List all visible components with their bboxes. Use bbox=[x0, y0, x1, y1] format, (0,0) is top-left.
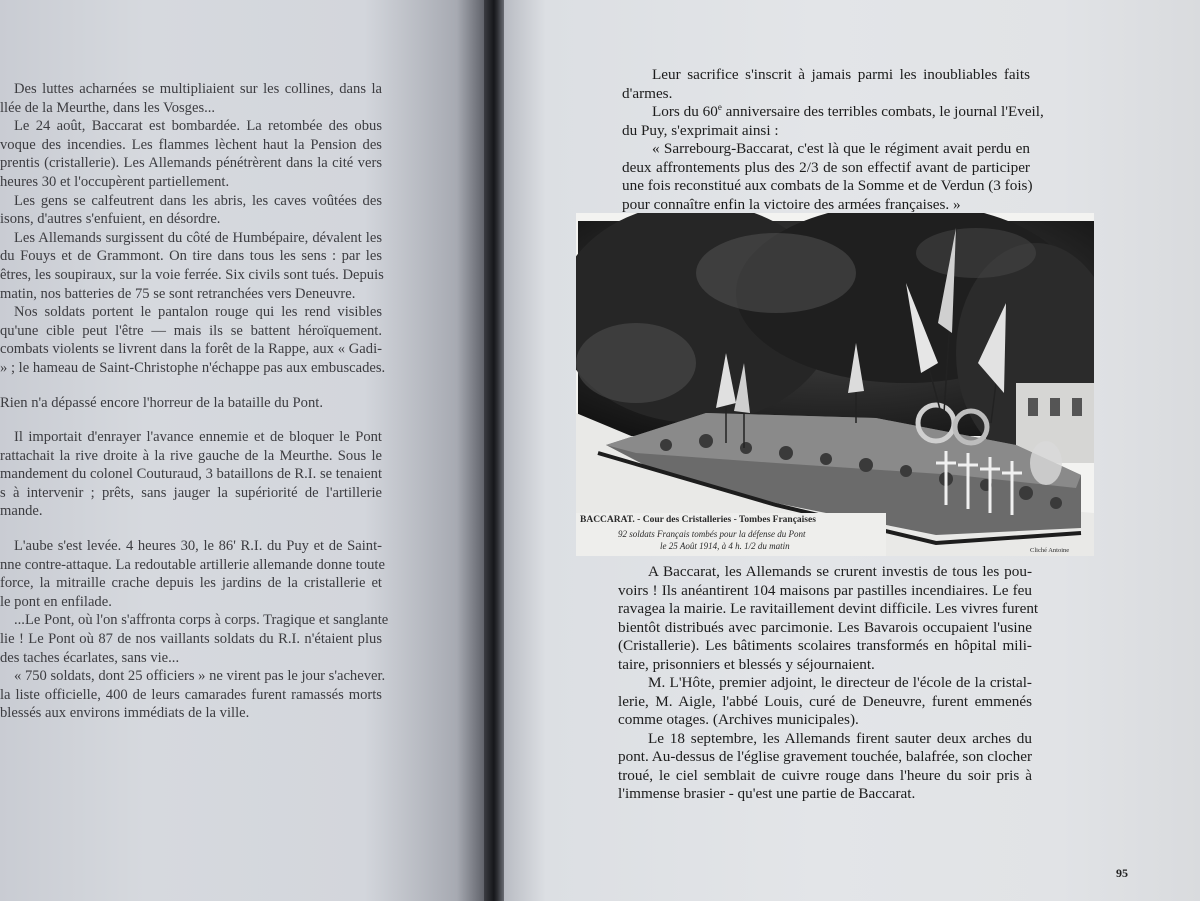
text-line: Rien n'a dépassé encore l'horreur de la bataille du Pont. bbox=[0, 394, 323, 411]
text-line: (Cristallerie). Les bâtiments scolaires transformés en hôpital mili- bbox=[618, 637, 1032, 654]
left-page-text bbox=[0, 80, 389, 723]
text-line: A Baccarat, les Allemands se crurent investis de tous les pou- bbox=[648, 563, 1032, 580]
text-line: force, la mitraille crache depuis les jardins de la cristallerie et bbox=[0, 575, 382, 592]
page-number: 95 bbox=[1116, 866, 1128, 880]
text-line: êtres, les soupiraux, sur la voie ferrée. Six civils sont tués. Depuis bbox=[0, 266, 384, 283]
cemetery-photograph bbox=[576, 213, 1094, 556]
photo-illustration bbox=[576, 213, 1094, 556]
photo-caption-line1: BACCARAT. - Cour des Cristalleries - Tombes Françaises bbox=[580, 515, 816, 525]
text-line: la liste officielle, 400 de leurs camarades furent ramassés morts bbox=[0, 686, 382, 703]
text-line: pont. Au-dessus de l'église gravement touchée, balafrée, son clocher bbox=[618, 748, 1032, 765]
text-line: voque des incendies. Les flammes lèchent haut la Pension des bbox=[0, 136, 382, 153]
paragraph-gap bbox=[0, 412, 382, 428]
text-line: troué, le ciel semblait de cuivre rouge dans l'heure du soir pris à bbox=[618, 766, 1032, 784]
text-line: Le 24 août, Baccarat est bombardée. La retombée des obus bbox=[14, 118, 382, 135]
text-line: nne contre-attaque. La redoutable artillerie allemande donne toute bbox=[0, 556, 385, 573]
text-line: le pont en enfilade. bbox=[0, 593, 112, 610]
photo-credit: Cliché Antoine bbox=[1030, 547, 1070, 554]
text-line: mande. bbox=[0, 503, 43, 520]
text-line: lie ! Le Pont où 87 de nos vaillants soldats du R.I. n'étaient plus bbox=[0, 631, 382, 648]
text-line: une fois reconstitué aux combats de la Somme et de Verdun (3 fois) bbox=[622, 177, 1033, 194]
text-line: s à intervenir ; prêts, sans jauger la supériorité de l'artillerie bbox=[0, 484, 382, 501]
text-line: » ; le hameau de Saint-Christophe n'échappe pas aux embuscades. bbox=[0, 359, 386, 376]
text-line: bientôt distribués avec parcimonie. Les Bavarois occupaient l'usine bbox=[618, 618, 1032, 636]
text-line: ravagea la mairie. Le ravitaillement devint difficile. Les vivres furent bbox=[618, 600, 1039, 617]
left-page bbox=[0, 0, 486, 901]
text-line: blessés aux environs immédiats de la ville. bbox=[0, 705, 250, 722]
text-line: M. L'Hôte, premier adjoint, le directeur de l'école de la cristal- bbox=[648, 674, 1032, 691]
paragraph-gap bbox=[0, 378, 382, 394]
text-line: « 750 soldats, dont 25 officiers » ne virent pas le jour s'achever. bbox=[14, 668, 386, 685]
text-line: heures 30 et l'occupèrent partiellement. bbox=[0, 173, 230, 190]
text-line: Le 18 septembre, les Allemands firent sauter deux arches du bbox=[648, 729, 1032, 747]
text-line: pour connaître enfin la victoire des armées françaises. » bbox=[622, 195, 961, 213]
text-line: combats violents se livrent dans la forêt de la Rappe, aux « Gadi- bbox=[0, 341, 382, 358]
text-line: mandement du colonel Couturaud, 3 bataillons de R.I. se tenaient bbox=[0, 466, 382, 483]
text-line: llée de la Meurthe, dans les Vosges... bbox=[0, 99, 216, 116]
text-line: comme otages. (Archives municipales). bbox=[618, 711, 859, 728]
text-line: prentis (cristallerie). Les Allemands pénétrèrent dans la cité vers bbox=[0, 155, 382, 172]
photo-caption-line2: 92 soldats Français tombés pour la défense du Pont bbox=[618, 529, 806, 539]
text-line: matin, nos batteries de 75 se sont retranchées vers Deneuvre. bbox=[0, 285, 356, 302]
text-line: Leur sacrifice s'inscrit à jamais parmi les inoubliables faits bbox=[652, 66, 1030, 83]
text-line: rattachait la rive droite à la rive gauche de la Meurthe. Sous le bbox=[0, 447, 382, 464]
right-page bbox=[504, 0, 1200, 901]
text-line: d'armes. bbox=[622, 84, 673, 102]
text-line: isons, d'autres s'enfuient, en désordre. bbox=[0, 211, 221, 228]
text-line: ...Le Pont, où l'on s'affronta corps à corps. Tragique et sanglante bbox=[14, 612, 389, 629]
text-line: l'immense brasier - qu'est une partie de Baccarat. bbox=[618, 785, 916, 802]
text-line: taire, prisonniers et blessés y séjournaient. bbox=[618, 655, 875, 673]
text-line: L'aube s'est levée. 4 heures 30, le 86' R.I. du Puy et de Saint- bbox=[14, 538, 382, 555]
text-line: voirs ! Ils anéantirent 104 maisons par pastilles incendiaires. Le feu bbox=[618, 581, 1032, 599]
right-page-bottom-text bbox=[618, 563, 1039, 804]
text-line: deux affrontements plus des 2/3 de son effectif avant de participer bbox=[622, 158, 1030, 176]
text-line: Nos soldats portent le pantalon rouge qui les rend visibles bbox=[14, 304, 382, 321]
text-line: Lors du 60e anniversaire des terribles combats, le journal l'Eveil, bbox=[652, 101, 1044, 120]
text-line: qu'une cible peut l'être — mais ils se battent héroïquement. bbox=[0, 322, 382, 339]
text-line: Des luttes acharnées se multipliaient sur les collines, dans la bbox=[14, 81, 382, 97]
book-gutter bbox=[484, 0, 506, 901]
text-line: Il importait d'enrayer l'avance ennemie et de bloquer le Pont bbox=[14, 429, 382, 446]
text-line: du Puy, s'exprimait ainsi : bbox=[622, 121, 779, 139]
text-line: des taches écarlates, sans vie... bbox=[0, 649, 180, 666]
text-line: « Sarrebourg-Baccarat, c'est là que le régiment avait perdu en bbox=[652, 140, 1030, 157]
photo-caption-line3: le 25 Août 1914, à 4 h. 1/2 du matin bbox=[660, 541, 790, 551]
text-line: Les Allemands surgissent du côté de Humbépaire, dévalent les bbox=[14, 229, 382, 246]
text-line: lerie, M. Aigle, l'abbé Louis, curé de Deneuvre, furent emmenés bbox=[618, 692, 1032, 710]
paragraph-gap bbox=[0, 521, 382, 537]
text-line: Les gens se calfeutrent dans les abris, les caves voûtées des bbox=[14, 192, 382, 209]
text-line: du Fouys et de Grammont. On tire dans tous les sens : par les bbox=[0, 248, 382, 265]
right-page-top-text bbox=[622, 66, 1044, 214]
